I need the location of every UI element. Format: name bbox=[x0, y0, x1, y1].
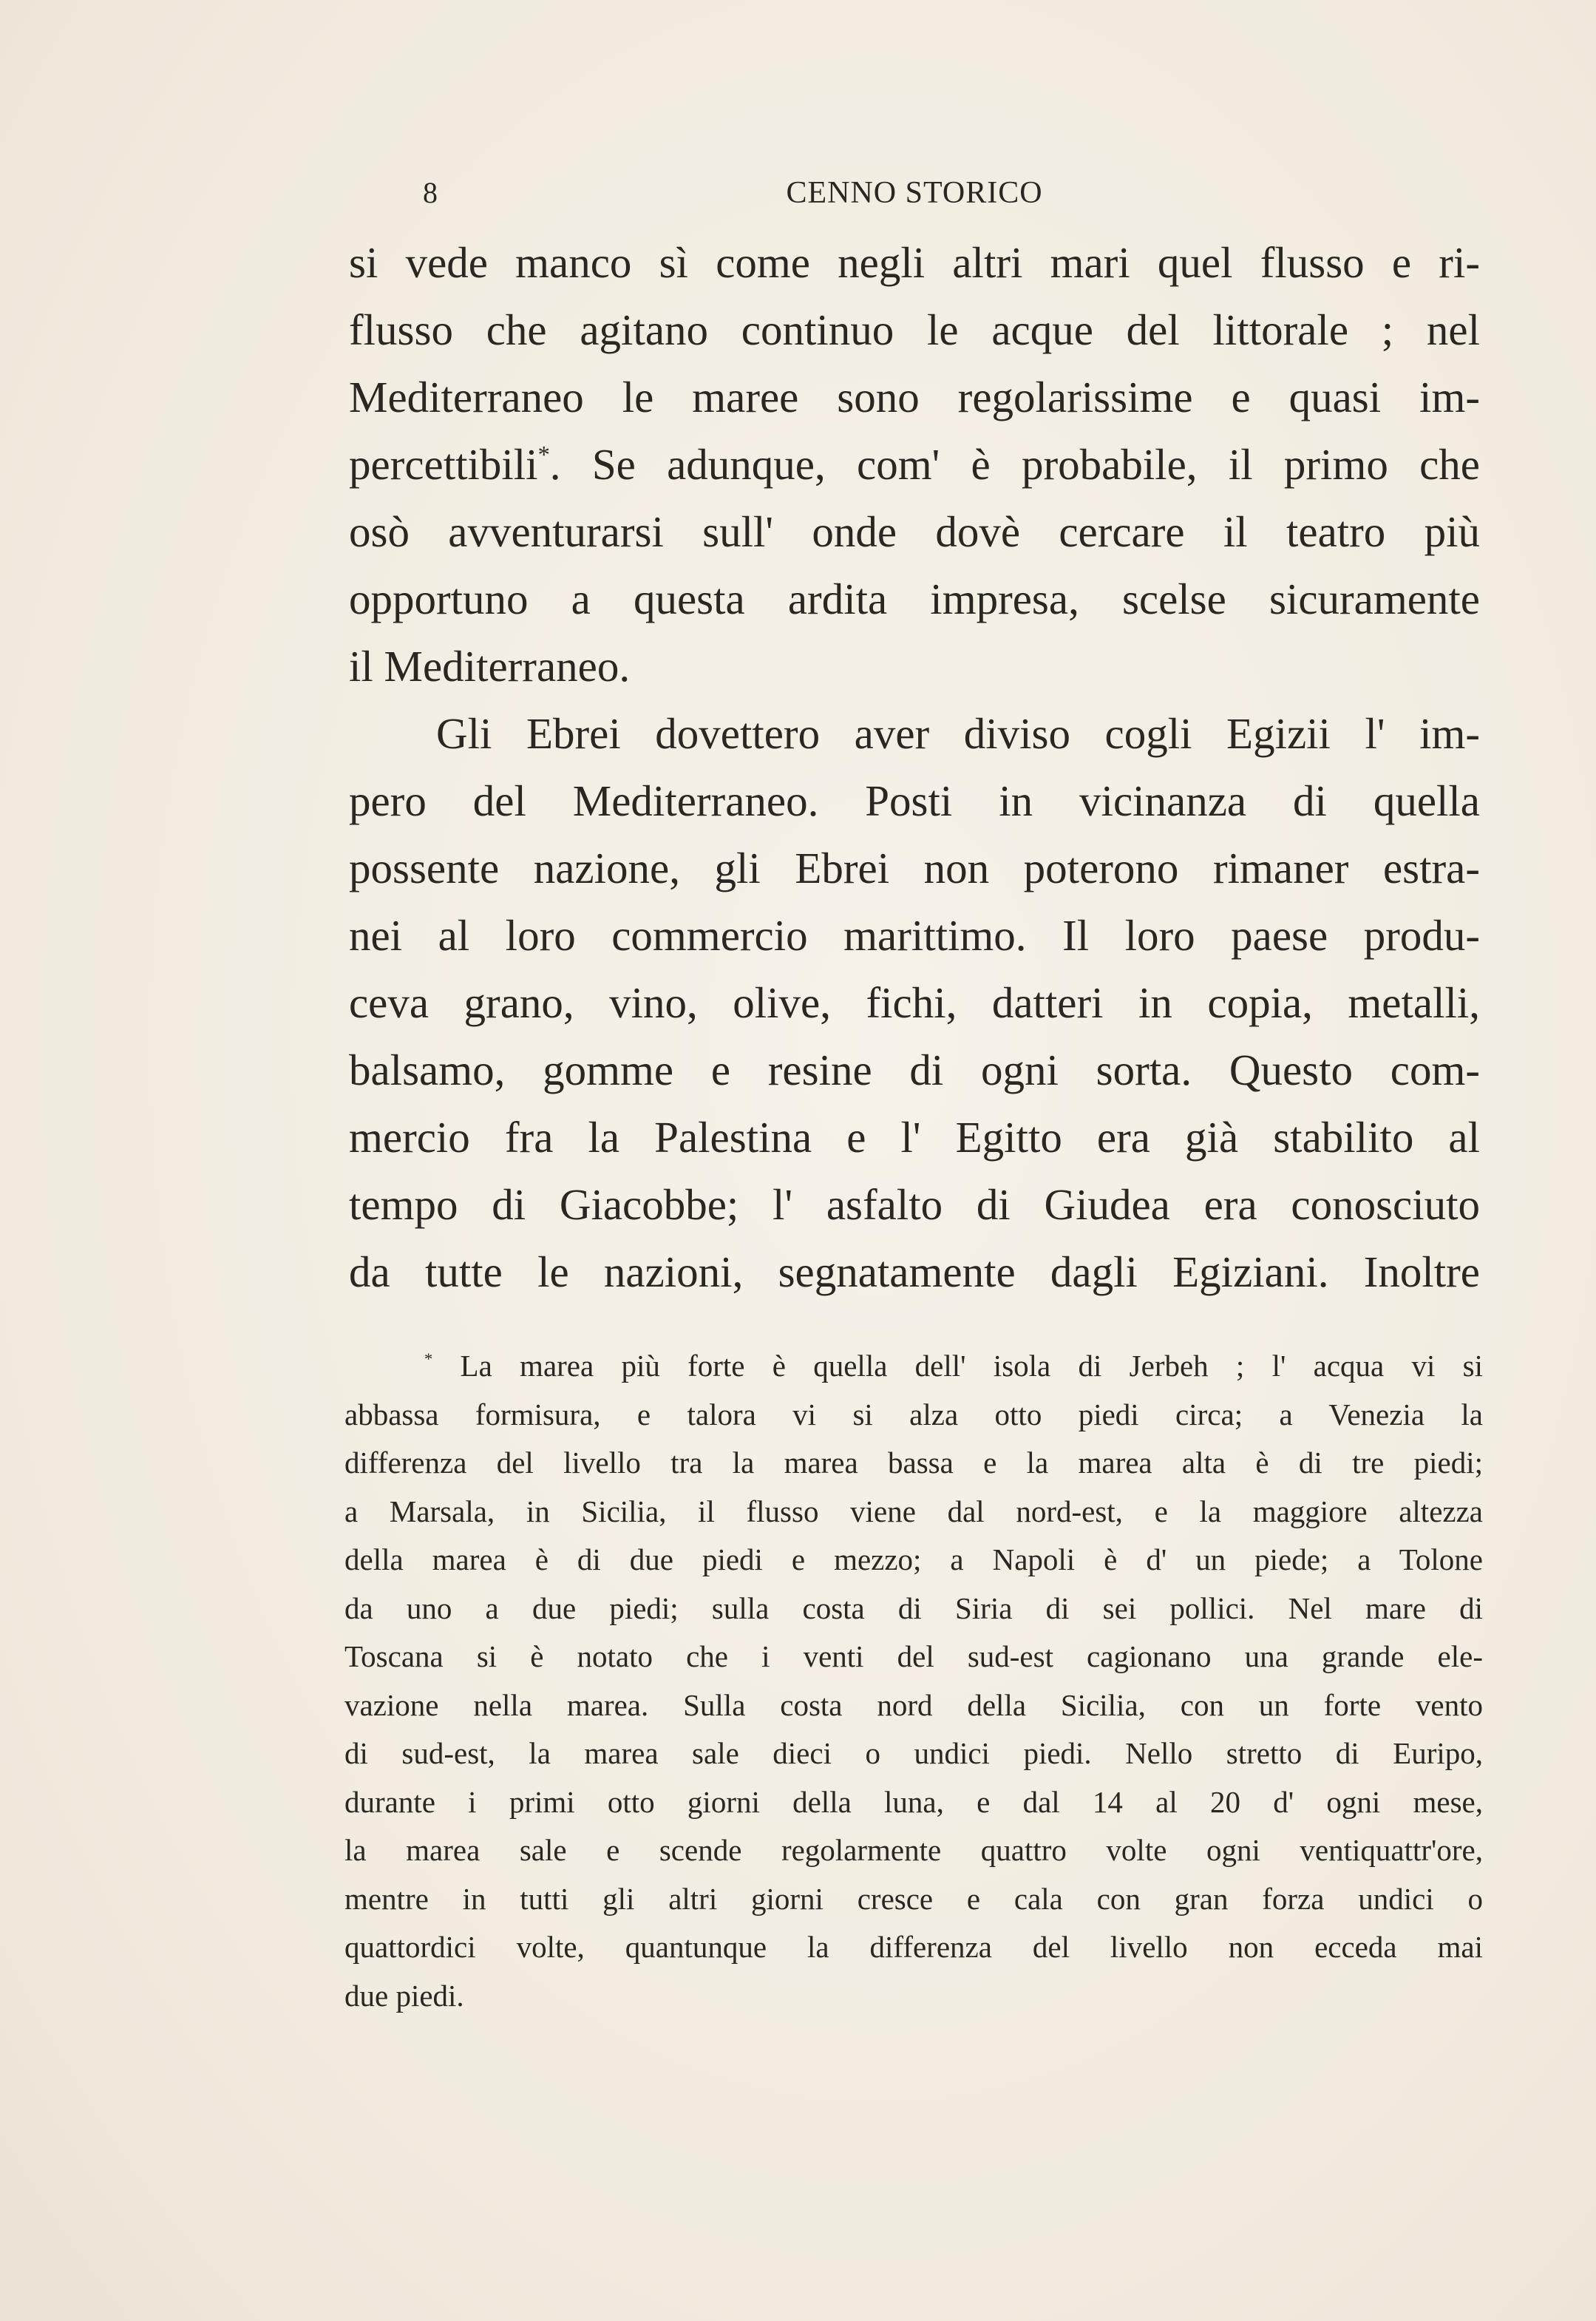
text-line: da tutte le nazioni, segnatamente dagli Egiziani. Inoltre bbox=[349, 1247, 1480, 1296]
footnote-line: Toscana si è notato che i venti del sud-est cagionano una grande ele- bbox=[344, 1639, 1483, 1673]
footnote-line: di sud-est, la marea sale dieci o undici piedi. Nello stretto di Euripo, bbox=[344, 1736, 1483, 1770]
text-line: Gli Ebrei dovettero aver diviso cogli Egizii l' im- bbox=[436, 709, 1480, 758]
footnote-line: quattordici volte, quantunque la differenza del livello non ecceda mai bbox=[344, 1930, 1483, 1964]
text-line: ceva grano, vino, olive, fichi, datteri in copia, metalli, bbox=[349, 978, 1480, 1027]
text-line-start: percettibili bbox=[349, 440, 538, 489]
running-title: CENNO STORICO bbox=[786, 176, 1043, 210]
footnote-line: differenza del livello tra la marea bassa e la marea alta è di tre piedi; bbox=[344, 1446, 1483, 1480]
footnote-marker: * bbox=[424, 1349, 433, 1369]
main-text bbox=[349, 229, 1480, 1306]
text-line: mercio fra la Palestina e l' Egitto era già stabilito al bbox=[349, 1113, 1480, 1162]
text-line: opportuno a questa ardita impresa, scelse sicuramente bbox=[349, 575, 1480, 623]
footnote-line: della marea è di due piedi e mezzo; a Napoli è d' un piede; a Tolone bbox=[344, 1542, 1483, 1576]
footnote-line: a Marsala, in Sicilia, il flusso viene dal nord-est, e la maggiore altezza bbox=[344, 1494, 1483, 1528]
footnote-line: abbassa formisura, e talora vi si alza otto piedi circa; a Venezia la bbox=[344, 1397, 1483, 1431]
text-line: balsamo, gomme e resine di ogni sorta. Questo com- bbox=[349, 1046, 1480, 1094]
text-line: il Mediterraneo. bbox=[349, 642, 631, 691]
footnote-line bbox=[344, 1342, 1483, 1391]
text-line: possente nazione, gli Ebrei non poterono rimaner estra- bbox=[349, 844, 1480, 892]
page-header bbox=[349, 172, 1480, 223]
footnote-line: mentre in tutti gli altri giorni cresce e cala con gran forza undici o bbox=[344, 1881, 1483, 1916]
text-line: osò avventurarsi sull' onde dovè cercare il teatro più bbox=[349, 507, 1480, 556]
text-line-end: . Se adunque, com' è probabile, il primo che bbox=[549, 440, 1480, 489]
footnote-line: da uno a due piedi; sulla costa di Siria di sei pollici. Nel mare di bbox=[344, 1590, 1483, 1625]
page-number: 8 bbox=[423, 176, 438, 209]
footnote bbox=[344, 1342, 1483, 2020]
text-line: si vede manco sì come negli altri mari quel flusso e ri- bbox=[349, 238, 1480, 287]
footnote-line: due piedi. bbox=[344, 1978, 464, 2013]
text-line: tempo di Giacobbe; l' asfalto di Giudea era conosciuto bbox=[349, 1180, 1480, 1229]
text-line: Mediterraneo le maree sono regolarissime e quasi im- bbox=[349, 373, 1480, 421]
footnote-reference: * bbox=[537, 441, 550, 469]
text-line: nei al loro commercio marittimo. Il loro paese produ- bbox=[349, 911, 1480, 960]
footnote-line: vazione nella marea. Sulla costa nord della Sicilia, con un forte vento bbox=[344, 1687, 1483, 1722]
footnote-line: durante i primi otto giorni della luna, e dal 14 al 20 d' ogni mese, bbox=[344, 1784, 1483, 1819]
text-line: flusso che agitano continuo le acque del littorale ; nel bbox=[349, 305, 1480, 354]
text-line: pero del Mediterraneo. Posti in vicinanza di quella bbox=[349, 776, 1480, 825]
footnote-line-text: La marea più forte è quella dell' isola di Jerbeh ; l' acqua vi si bbox=[460, 1349, 1483, 1383]
footnote-line: la marea sale e scende regolarmente quattro volte ogni ventiquattr'ore, bbox=[344, 1833, 1483, 1867]
text-line-with-footnote-ref bbox=[349, 431, 1480, 498]
